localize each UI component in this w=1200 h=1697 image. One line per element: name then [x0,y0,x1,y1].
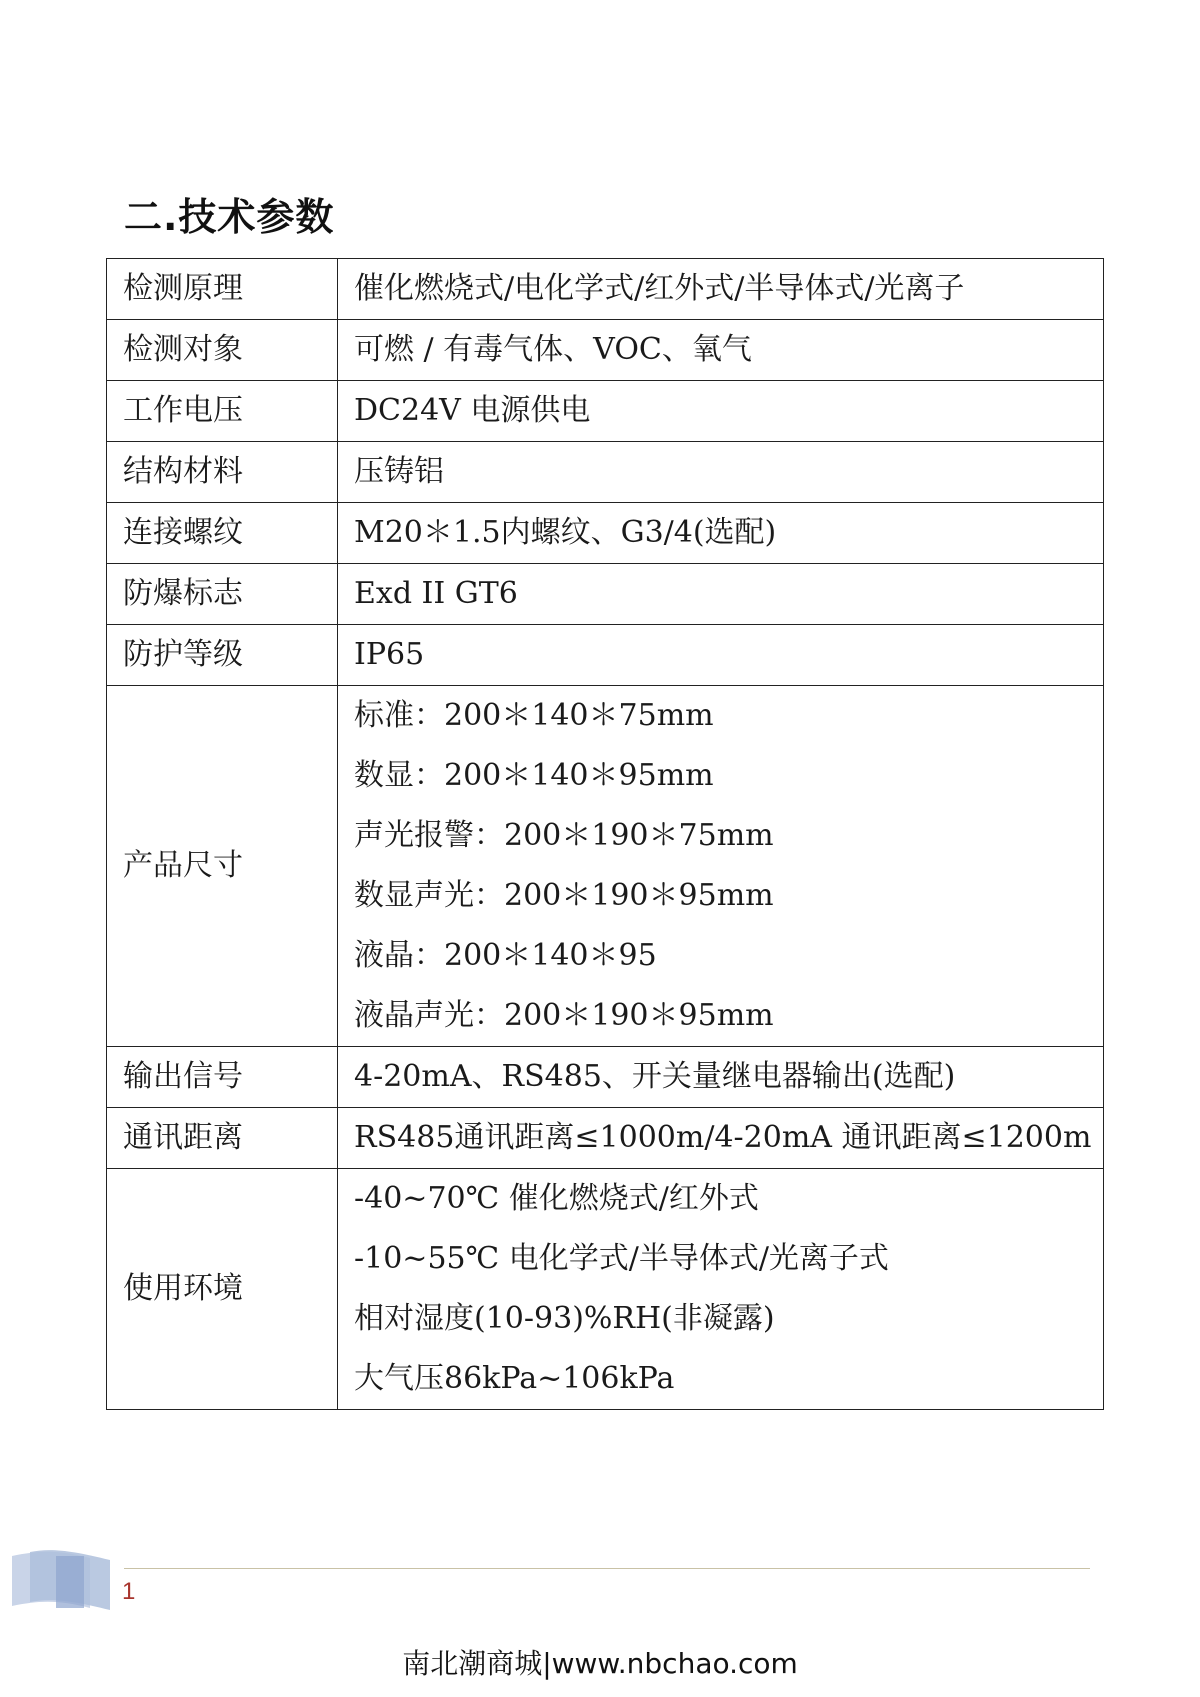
param-label: 防爆标志 [107,564,338,625]
param-label: 使用环境 [107,1169,338,1410]
param-value: DC24V 电源供电 [338,381,1104,442]
param-value: IP65 [338,625,1104,686]
table-row [107,686,1104,1047]
param-label: 通讯距离 [107,1108,338,1169]
param-value: 4-20mA、RS485、开关量继电器输出(选配) [338,1047,1104,1108]
tech-params-table [106,258,1104,1410]
table-row [107,1047,1104,1108]
table-row [107,442,1104,503]
param-label: 输出信号 [107,1047,338,1108]
site-watermark: 南北潮商城|www.nbchao.com [402,1647,798,1680]
table-row [107,1169,1104,1410]
param-value: 压铸铝 [338,442,1104,503]
param-label: 防护等级 [107,625,338,686]
param-label: 检测对象 [107,320,338,381]
param-label: 检测原理 [107,259,338,320]
value-line: 液晶声光：200＊190＊95mm [354,998,774,1033]
value-line: 相对湿度(10-93)%RH(非凝露) [354,1301,775,1336]
value-line: 声光报警：200＊190＊75mm [354,818,774,853]
table-row [107,259,1104,320]
param-value: M20＊1.5内螺纹、G3/4(选配) [338,503,1104,564]
param-value: RS485通讯距离≤1000m/4-20mA 通讯距离≤1200m [338,1108,1104,1169]
param-label: 工作电压 [107,381,338,442]
param-label: 产品尺寸 [107,686,338,1047]
value-line: 数显声光：200＊190＊95mm [354,878,774,913]
table-row [107,564,1104,625]
value-line: 大气压86kPa~106kPa [354,1361,675,1396]
table-row [107,625,1104,686]
table-row [107,381,1104,442]
param-label: 结构材料 [107,442,338,503]
param-value: Exd II GT6 [338,564,1104,625]
page-number: 1 [122,1578,136,1605]
param-value [338,1169,1104,1410]
value-line: -40~70℃ 催化燃烧式/红外式 [354,1181,759,1216]
value-line: 数显：200＊140＊95mm [354,758,714,793]
table-row [107,503,1104,564]
param-value: 可燃 / 有毒气体、VOC、氧气 [338,320,1104,381]
value-line: 液晶：200＊140＊95 [354,938,657,973]
page-corner-decoration [10,1548,114,1614]
table-row [107,320,1104,381]
table-row [107,1108,1104,1169]
param-value [338,686,1104,1047]
value-line: -10~55℃ 电化学式/半导体式/光离子式 [354,1241,889,1276]
value-line: 标准：200＊140＊75mm [354,698,714,733]
param-label: 连接螺纹 [107,503,338,564]
param-value: 催化燃烧式/电化学式/红外式/半导体式/光离子 [338,259,1104,320]
section-heading: 二.技术参数 [124,195,335,239]
footer-divider [124,1568,1090,1569]
